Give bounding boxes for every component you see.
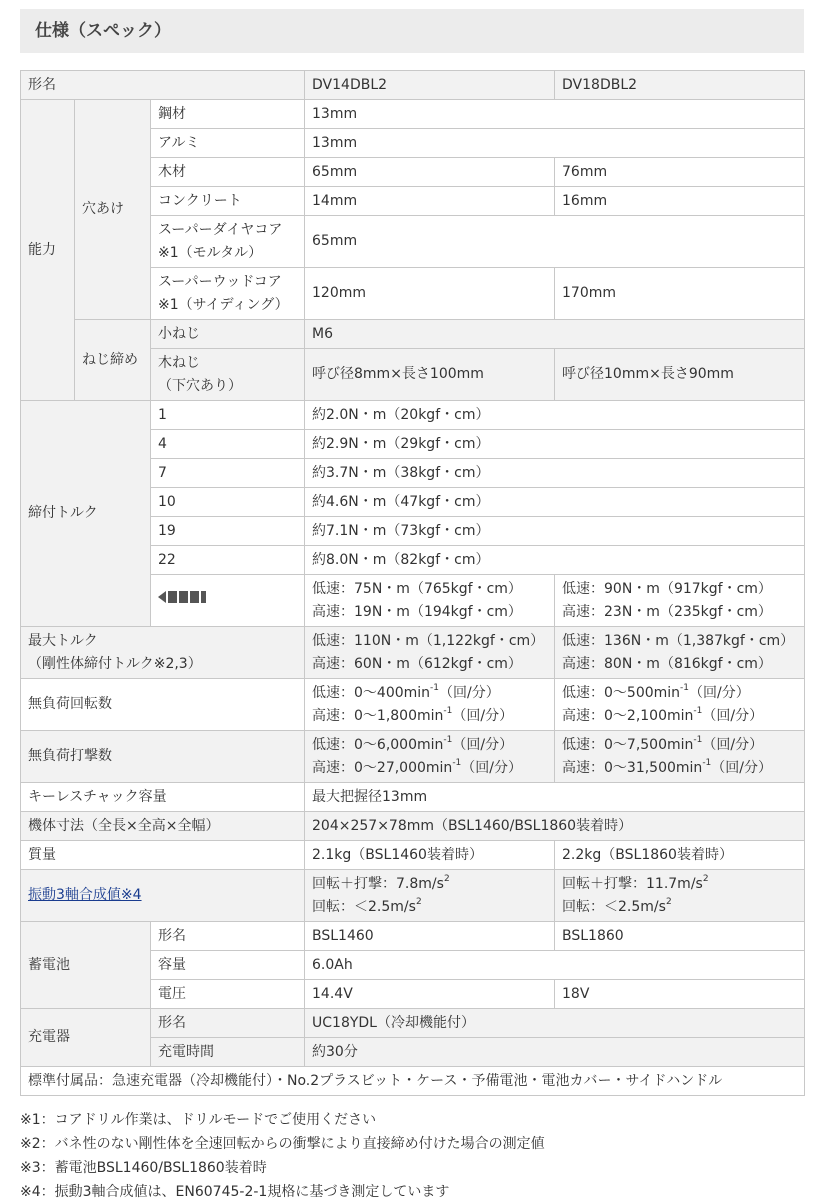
high-speed-value [562, 757, 797, 780]
value-text: 高速：0〜27,000min [312, 759, 453, 776]
low-speed-value: 低速：75N・m（765kgf・cm） [312, 580, 522, 597]
table-row [21, 1009, 805, 1038]
impact-mode-cell [151, 575, 305, 627]
screw-fastening-label: ねじ締め [75, 320, 151, 401]
table-row [21, 1067, 805, 1096]
unit-text: （回/分） [711, 759, 773, 776]
torque-value: 約7.1N・m（73kgf・cm） [305, 517, 805, 546]
charger-model-value: UC18YDL（冷却機能付） [305, 1009, 805, 1038]
super-diamond-core-label-line2: ※1（モルタル） [158, 244, 263, 261]
table-row [21, 870, 805, 922]
high-speed-value: 高速：60N・m（612kgf・cm） [312, 655, 522, 672]
super-diamond-core-value: 65mm [305, 216, 805, 268]
unit-text: （回/分） [702, 707, 764, 724]
low-speed-value [562, 734, 797, 757]
wood-screw-label-line2: （下穴あり） [158, 377, 242, 394]
high-speed-value: 高速：23N・m（235kgf・cm） [562, 603, 772, 620]
superscript: -1 [443, 705, 453, 716]
value-text: 低速：0〜400min [312, 684, 431, 701]
concrete-value-dv14: 14mm [305, 187, 555, 216]
footnote-3: ※3：蓄電池BSL1460/BSL1860装着時 [20, 1160, 267, 1176]
table-row [21, 841, 805, 870]
super-wood-core-label-line1: スーパーウッドコア [158, 273, 282, 290]
torque-value: 約2.9N・m（29kgf・cm） [305, 430, 805, 459]
battery-capacity-value: 6.0Ah [305, 951, 805, 980]
superscript: 2 [415, 896, 422, 907]
rotation-impact-value [312, 873, 547, 896]
charger-model-label: 形名 [151, 1009, 305, 1038]
mass-value-dv14: 2.1kg（BSL1460装着時） [305, 841, 555, 870]
wood-value-dv18: 76mm [555, 158, 805, 187]
torque-value: 約4.6N・m（47kgf・cm） [305, 488, 805, 517]
value-text: 低速：0〜7,500min [562, 736, 694, 753]
unit-text: （回/分） [452, 736, 514, 753]
concrete-label: コンクリート [151, 187, 305, 216]
drilling-label: 穴あけ [75, 100, 151, 320]
keyless-chuck-value: 最大把握径13mm [305, 783, 805, 812]
superscript: -1 [452, 757, 462, 768]
value-text: 高速：0〜2,100min [562, 707, 694, 724]
vibration-link[interactable]: 振動3軸合成値※4 [28, 887, 142, 903]
superscript: -1 [680, 682, 690, 693]
super-diamond-core-label [151, 216, 305, 268]
super-wood-core-value-dv14: 120mm [305, 268, 555, 320]
rotation-value [562, 896, 797, 919]
battery-voltage-label: 電圧 [151, 980, 305, 1009]
battery-model-dv14: BSL1460 [305, 922, 555, 951]
small-screw-label: 小ねじ [151, 320, 305, 349]
rotation-impact-value [562, 873, 797, 896]
high-speed-value [312, 757, 547, 780]
battery-voltage-dv18: 18V [555, 980, 805, 1009]
max-torque-label [21, 627, 305, 679]
no-load-speed-label: 無負荷回転数 [21, 679, 305, 731]
torque-level: 10 [151, 488, 305, 517]
torque-level: 1 [151, 401, 305, 430]
mass-value-dv18: 2.2kg（BSL1860装着時） [555, 841, 805, 870]
charger-label: 充電器 [21, 1009, 151, 1067]
value-text: 回転：＜2.5m/s [312, 898, 416, 915]
value-text: 高速：0〜1,800min [312, 707, 444, 724]
model-name-label: 形名 [21, 71, 305, 100]
table-row [21, 100, 805, 129]
capacity-label: 能力 [21, 100, 75, 401]
low-speed-value: 低速：110N・m（1,122kgf・cm） [312, 632, 545, 649]
torque-value: 約3.7N・m（38kgf・cm） [305, 459, 805, 488]
table-row [21, 783, 805, 812]
charge-time-label: 充電時間 [151, 1038, 305, 1067]
superscript: -1 [702, 757, 712, 768]
aluminum-label: アルミ [151, 129, 305, 158]
footnote-1: ※1：コアドリル作業は、ドリルモードでご使用ください [20, 1112, 377, 1128]
no-load-speed-dv14 [305, 679, 555, 731]
impact-mode-torque-dv14 [305, 575, 555, 627]
mass-label: 質量 [21, 841, 305, 870]
superscript: -1 [430, 682, 440, 693]
battery-capacity-label: 容量 [151, 951, 305, 980]
impact-mode-torque-dv18 [555, 575, 805, 627]
vibration-dv14 [305, 870, 555, 922]
max-torque-label-line1: 最大トルク [28, 632, 98, 649]
torque-level: 19 [151, 517, 305, 546]
superscript: -1 [693, 705, 703, 716]
battery-label: 蓄電池 [21, 922, 151, 1009]
unit-text: （回/分） [439, 684, 500, 701]
steel-label: 鋼材 [151, 100, 305, 129]
low-speed-value [562, 682, 797, 705]
small-screw-value: M6 [305, 320, 805, 349]
no-load-impact-dv18 [555, 731, 805, 783]
footnotes [20, 1108, 804, 1204]
wood-screw-label-line1: 木ねじ [158, 354, 200, 371]
super-wood-core-value-dv18: 170mm [555, 268, 805, 320]
footnote-2: ※2：バネ性のない剛性体を全速回転からの衝撃により直接締め付けた場合の測定値 [20, 1136, 545, 1152]
charge-time-value: 約30分 [305, 1038, 805, 1067]
low-speed-value [312, 734, 547, 757]
super-diamond-core-label-line1: スーパーダイヤコア [158, 221, 283, 238]
wood-screw-value-dv14: 呼び径8mm×長さ100mm [305, 349, 555, 401]
value-text: 低速：0〜500min [562, 684, 681, 701]
footnote-4: ※4：振動3軸合成値は、EN60745-2-1規格に基づき測定しています [20, 1184, 450, 1200]
high-speed-value [312, 705, 547, 728]
value-text: 回転＋打撃：7.8m/s [312, 875, 444, 892]
concrete-value-dv18: 16mm [555, 187, 805, 216]
model-dv14: DV14DBL2 [305, 71, 555, 100]
wood-screw-label [151, 349, 305, 401]
torque-level: 22 [151, 546, 305, 575]
no-load-speed-dv18 [555, 679, 805, 731]
torque-value: 約2.0N・m（20kgf・cm） [305, 401, 805, 430]
no-load-impact-label: 無負荷打撃数 [21, 731, 305, 783]
table-row [21, 401, 805, 430]
wood-screw-value-dv18: 呼び径10mm×長さ90mm [555, 349, 805, 401]
battery-model-dv18: BSL1860 [555, 922, 805, 951]
max-torque-dv14 [305, 627, 555, 679]
keyless-chuck-label: キーレスチャック容量 [21, 783, 305, 812]
steel-value: 13mm [305, 100, 805, 129]
super-wood-core-label-line2: ※1（サイディング） [158, 296, 289, 313]
high-speed-value [562, 705, 797, 728]
max-torque-label-line2: （剛性体締付トルク※2,3） [28, 655, 202, 672]
superscript: -1 [693, 734, 703, 745]
table-row [21, 731, 805, 783]
table-row [21, 922, 805, 951]
low-speed-value [312, 682, 547, 705]
page-title: 仕様（スペック） [20, 9, 804, 53]
torque-value: 約8.0N・m（82kgf・cm） [305, 546, 805, 575]
value-text: 回転＋打撃：11.7m/s [562, 875, 703, 892]
vibration-dv18 [555, 870, 805, 922]
value-text: 低速：0〜6,000min [312, 736, 444, 753]
table-row [21, 627, 805, 679]
accessories: 標準付属品：急速充電器（冷却機能付）・No.2プラスビット・ケース・予備電池・電池カバー・サイドハンドル [21, 1067, 805, 1096]
low-speed-value: 低速：136N・m（1,387kgf・cm） [562, 632, 795, 649]
dimensions-label: 機体寸法（全長×全高×全幅） [21, 812, 305, 841]
value-text: 高速：0〜31,500min [562, 759, 703, 776]
superscript: 2 [665, 896, 672, 907]
low-speed-value: 低速：90N・m（917kgf・cm） [562, 580, 772, 597]
battery-model-label: 形名 [151, 922, 305, 951]
superscript: 2 [702, 873, 709, 884]
aluminum-value: 13mm [305, 129, 805, 158]
no-load-impact-dv14 [305, 731, 555, 783]
rotation-value [312, 896, 547, 919]
superscript: 2 [443, 873, 450, 884]
max-torque-dv18 [555, 627, 805, 679]
unit-text: （回/分） [702, 736, 764, 753]
table-row [21, 679, 805, 731]
torque-level: 7 [151, 459, 305, 488]
dimensions-value: 204×257×78mm（BSL1460/BSL1860装着時） [305, 812, 805, 841]
impact-mode-icon [158, 589, 206, 612]
tightening-torque-label: 締付トルク [21, 401, 151, 627]
battery-voltage-dv14: 14.4V [305, 980, 555, 1009]
unit-text: （回/分） [461, 759, 523, 776]
table-row [21, 71, 805, 100]
table-row [21, 320, 805, 349]
torque-level: 4 [151, 430, 305, 459]
model-dv18: DV18DBL2 [555, 71, 805, 100]
high-speed-value: 高速：19N・m（194kgf・cm） [312, 603, 522, 620]
superscript: -1 [443, 734, 453, 745]
vibration-label-cell [21, 870, 305, 922]
unit-text: （回/分） [689, 684, 750, 701]
value-text: 回転：＜2.5m/s [562, 898, 666, 915]
super-wood-core-label [151, 268, 305, 320]
wood-label: 木材 [151, 158, 305, 187]
unit-text: （回/分） [452, 707, 514, 724]
table-row [21, 812, 805, 841]
wood-value-dv14: 65mm [305, 158, 555, 187]
high-speed-value: 高速：80N・m（816kgf・cm） [562, 655, 772, 672]
spec-table [20, 70, 805, 1096]
